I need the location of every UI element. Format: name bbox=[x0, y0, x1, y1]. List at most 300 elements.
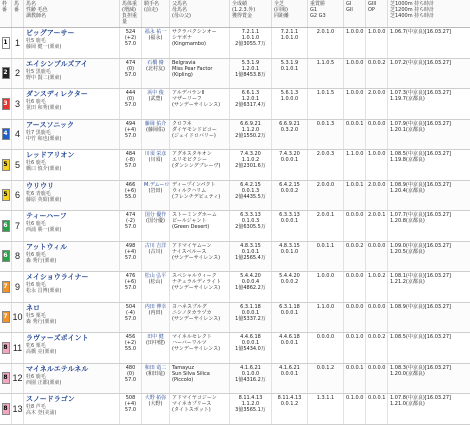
pedigree-cell bbox=[170, 211, 230, 241]
header-grade-line: 重賞勝 bbox=[310, 1, 326, 7]
best-time-1200: 1.08.5(中京良)[16.03.27] bbox=[390, 151, 451, 157]
horse-cell bbox=[24, 59, 120, 89]
gi-cell bbox=[344, 333, 366, 363]
gii-record: 1.0.0.0 bbox=[368, 151, 386, 157]
graded-cell bbox=[308, 120, 344, 150]
header-grade-line: G2 G3 bbox=[310, 13, 326, 19]
jockey-cell bbox=[142, 181, 170, 211]
pedigree-cell bbox=[170, 89, 230, 119]
horse-name-link[interactable]: ビッグアーサー bbox=[26, 30, 75, 37]
best-time-1200: 1.08.9(中京良)[16.03.27] bbox=[390, 181, 451, 188]
same-cell bbox=[272, 59, 308, 89]
table-row bbox=[0, 364, 470, 395]
record-cell bbox=[230, 120, 272, 150]
horse-sex-coat: 牡6 鹿毛 bbox=[26, 373, 46, 380]
load-weight: 57.0 bbox=[124, 71, 137, 78]
horse-cell bbox=[24, 272, 120, 302]
horse-sex-coat: 牡6 鹿毛 bbox=[26, 251, 46, 258]
jockey-name-link[interactable]: 大野 拓弥 bbox=[144, 395, 167, 401]
dam-name: ニシノタカラヅカ bbox=[172, 309, 212, 316]
damsire-name: (サンデーサイレンス) bbox=[172, 315, 221, 322]
same-cell bbox=[272, 242, 308, 272]
header-weight-line: 馬体重 bbox=[122, 1, 138, 7]
record-turf: 6.3.3.13 bbox=[279, 212, 300, 218]
waku-cell bbox=[0, 364, 12, 394]
horse-cell bbox=[24, 211, 120, 241]
table-row bbox=[0, 394, 470, 425]
horse-number: 8 bbox=[12, 242, 24, 272]
waku-cell bbox=[0, 211, 12, 241]
record-cell bbox=[230, 211, 272, 241]
sire-name: ディープインパクト bbox=[172, 181, 216, 188]
gii-cell bbox=[366, 181, 388, 211]
record-course: 0.0.0.1 bbox=[241, 309, 260, 316]
horse-cell bbox=[24, 364, 120, 394]
table-row bbox=[0, 333, 470, 364]
weight-diff: (+6) bbox=[124, 187, 137, 194]
best-time-1200: 1.07.3(中京良)[16.03.27] bbox=[390, 90, 451, 96]
prev-jockey: (松山) bbox=[148, 279, 163, 285]
best-time-cell bbox=[388, 333, 470, 363]
gi-record: 1.0.0.0 bbox=[346, 90, 364, 96]
header-grade bbox=[308, 0, 344, 27]
pedigree-cell bbox=[170, 394, 230, 424]
dam-name: マイネカプリース bbox=[172, 401, 212, 407]
best-time-1200: 1.08.9(中京良)[16.03.27] bbox=[390, 303, 451, 310]
graded-cell bbox=[308, 364, 344, 394]
damsire-name: (フレンチデピュティ) bbox=[172, 193, 221, 200]
sire-name: アドマイヤムーン bbox=[172, 242, 212, 249]
dam-name: ハーバーワルツ bbox=[172, 340, 207, 346]
best-time-1400: 1.20.0(京都良) bbox=[390, 370, 425, 377]
header-best bbox=[388, 0, 470, 27]
horse-sex-coat: 牡6 鹿毛 bbox=[26, 160, 46, 166]
best-time-cell bbox=[388, 242, 470, 272]
jockey-cell bbox=[142, 242, 170, 272]
weight-diff: (-4) bbox=[126, 309, 135, 316]
jockey-name-link[interactable]: 田中 健 bbox=[147, 334, 164, 340]
record-course: 0.1.0.0 bbox=[241, 370, 260, 377]
header-gii bbox=[366, 0, 388, 27]
sire-name: Tamayuz bbox=[172, 364, 194, 371]
best-time-cell bbox=[388, 120, 470, 150]
gi-cell bbox=[344, 303, 366, 333]
weight-cell bbox=[120, 59, 142, 89]
jockey-name-link[interactable]: 内田 博幸 bbox=[144, 303, 167, 310]
same-cell bbox=[272, 181, 308, 211]
dam-name: シヤボナ bbox=[172, 35, 193, 41]
jockey-name-link[interactable]: 国分 優作 bbox=[144, 212, 167, 218]
weight-cell bbox=[120, 364, 142, 394]
horse-name-link[interactable]: ウリウリ bbox=[26, 182, 54, 190]
header-gii-line: GIII bbox=[368, 1, 377, 7]
weight-diff: (+2) bbox=[124, 35, 137, 41]
horse-sex-coat: 牡6 鹿毛 bbox=[26, 282, 46, 288]
record-same-distance: 0.0.0.1 bbox=[280, 340, 299, 346]
jockey-name-link[interactable]: 川須 栄彦 bbox=[144, 151, 167, 157]
horse-weight: 466 bbox=[125, 181, 136, 188]
graded-record: 0.0.1.3 bbox=[316, 120, 335, 127]
best-time-1200: 1.08.3(中京良)[16.03.27] bbox=[390, 364, 451, 371]
table-body bbox=[0, 28, 470, 425]
waku-badge: 7 bbox=[2, 281, 10, 293]
record-same-distance: 1.0.0.0 bbox=[280, 96, 299, 102]
same-cell bbox=[272, 364, 308, 394]
dam-name: Miss Pear Factor bbox=[172, 65, 213, 72]
gi-cell bbox=[344, 181, 366, 211]
prev-jockey: (福永) bbox=[148, 35, 163, 41]
best-time-cell bbox=[388, 150, 470, 180]
header-best-line: 芝1400m 持ち時計 bbox=[390, 13, 435, 19]
horse-number: 10 bbox=[12, 303, 24, 333]
gii-cell bbox=[366, 303, 388, 333]
record-turf: 5.4.4.20 bbox=[279, 273, 300, 279]
gi-record: 1.0.0.1 bbox=[346, 181, 364, 188]
best-time-1400: 1.20.4(京都良) bbox=[390, 187, 425, 194]
graded-cell bbox=[308, 181, 344, 211]
horse-trainer: 橋口 慎介(栗東) bbox=[26, 166, 62, 172]
gii-record: 0.0.0.0 bbox=[368, 120, 386, 127]
waku-cell bbox=[0, 333, 12, 363]
horse-number: 13 bbox=[12, 394, 24, 424]
jockey-name-link[interactable]: 古川 吉洋 bbox=[144, 242, 167, 249]
horse-name-link[interactable]: メイショウライナー bbox=[26, 274, 89, 281]
prize-money: 2億2301.6万 bbox=[235, 163, 266, 169]
gi-cell bbox=[344, 89, 366, 119]
load-weight: 57.0 bbox=[124, 163, 137, 169]
record-all: 5.3.1.9 bbox=[241, 59, 260, 66]
load-weight: 57.0 bbox=[124, 224, 137, 230]
jockey-name-link[interactable]: 石橋 脩 bbox=[147, 59, 164, 66]
graded-cell bbox=[308, 211, 344, 241]
horse-number: 12 bbox=[12, 364, 24, 394]
waku-cell bbox=[0, 394, 12, 424]
prize-money: 2億6305.5万 bbox=[235, 224, 266, 230]
horse-number: 11 bbox=[12, 333, 24, 363]
dam-name: エリモピクシー bbox=[172, 157, 208, 163]
graded-cell bbox=[308, 28, 344, 58]
horse-number: 9 bbox=[12, 272, 24, 302]
gii-record: 0.0.0.0 bbox=[368, 242, 386, 249]
graded-record: 2.0.1.0 bbox=[316, 29, 335, 35]
sire-name: アルデバランII bbox=[172, 90, 205, 96]
best-time-1200: 1.09.0(中京良)[16.03.27] bbox=[390, 242, 451, 249]
horse-cell bbox=[24, 181, 120, 211]
best-time-cell bbox=[388, 181, 470, 211]
record-turf: 5.3.1.9 bbox=[280, 59, 299, 66]
gi-cell bbox=[344, 59, 366, 89]
table-row bbox=[0, 150, 470, 181]
prev-jockey: (大野) bbox=[148, 401, 163, 407]
record-all: 5.4.4.20 bbox=[240, 273, 261, 279]
horse-trainer: 高橋 亮(栗東) bbox=[26, 349, 57, 355]
load-weight: 57.0 bbox=[124, 285, 137, 291]
waku-badge: 8 bbox=[2, 403, 10, 415]
waku-cell bbox=[0, 59, 12, 89]
jockey-name-link[interactable]: 藤岡 佑介 bbox=[144, 120, 167, 127]
header-best-line: 芝1000m 持ち時計 bbox=[390, 1, 435, 7]
gi-record: 0.0.0.0 bbox=[346, 273, 364, 279]
record-cell bbox=[230, 242, 272, 272]
best-time-cell bbox=[388, 211, 470, 241]
horse-cell bbox=[24, 120, 120, 150]
record-same-distance: 0.0.1.0 bbox=[280, 248, 299, 255]
waku-cell bbox=[0, 89, 12, 119]
table-row bbox=[0, 28, 470, 59]
table-row bbox=[0, 211, 470, 242]
record-turf: 4.8.3.15 bbox=[279, 242, 300, 249]
sire-name: アドマイヤコジーン bbox=[172, 395, 217, 401]
dam-name: Sun Silva Silica bbox=[172, 370, 210, 377]
horse-trainer: 藤原 英昭(栗東) bbox=[26, 196, 62, 203]
pedigree-cell bbox=[170, 333, 230, 363]
record-all: 4.8.3.15 bbox=[240, 242, 261, 249]
prize-money: 1億4316.2万 bbox=[235, 376, 266, 383]
graded-record: 2.0.0.3 bbox=[316, 151, 335, 157]
record-course: 1.0.1.0 bbox=[241, 35, 260, 41]
horse-weight: 508 bbox=[125, 395, 136, 401]
waku-badge: 5 bbox=[2, 189, 10, 201]
header-gi-line: GI bbox=[346, 1, 352, 7]
waku-cell bbox=[0, 272, 12, 302]
best-time-1400: 1.20.8(京都良) bbox=[390, 218, 425, 224]
gi-record: 1.1.0.0 bbox=[346, 151, 364, 157]
prize-money: 2億3055.7万 bbox=[235, 41, 266, 47]
record-same-distance: 0.3.2.0 bbox=[280, 126, 299, 133]
waku-badge: 1 bbox=[2, 37, 10, 49]
horse-cell bbox=[24, 28, 120, 58]
weight-diff: (+4) bbox=[124, 126, 137, 133]
prev-jockey: (田中健) bbox=[146, 340, 165, 346]
horse-trainer: 西園 正都(栗東) bbox=[26, 379, 62, 386]
dam-name: ナイスベルース bbox=[172, 248, 207, 255]
gi-cell bbox=[344, 211, 366, 241]
sire-name: アグネスタキオン bbox=[172, 151, 212, 157]
weight-diff: (+4) bbox=[124, 248, 137, 255]
damsire-name: (サンデーサイレンス) bbox=[172, 285, 221, 291]
same-cell bbox=[272, 303, 308, 333]
waku-badge: 4 bbox=[2, 128, 10, 140]
table-row bbox=[0, 242, 470, 273]
gii-record: 0.0.0.2 bbox=[368, 334, 386, 340]
weight-diff: (+4) bbox=[124, 401, 137, 407]
header-rec-line: (1.2.3.外) bbox=[232, 7, 256, 13]
header-waku: 枠番 bbox=[0, 0, 12, 27]
weight-diff: (0) bbox=[126, 96, 135, 102]
horse-weight: 498 bbox=[125, 242, 136, 249]
jockey-cell bbox=[142, 89, 170, 119]
jockey-name-link[interactable]: 福永 祐一 bbox=[144, 29, 167, 35]
best-time-1200: 1.07.8(中京良)[16.03.27] bbox=[390, 395, 451, 401]
load-weight: 57.0 bbox=[124, 254, 137, 261]
jockey-cell bbox=[142, 333, 170, 363]
record-course: 1.2.0.1 bbox=[241, 65, 260, 72]
header-rec-line: 全成績 bbox=[232, 1, 248, 7]
gii-record: 0.0.0.2 bbox=[368, 59, 386, 66]
horse-number: 3 bbox=[12, 89, 24, 119]
record-all: 4.1.6.21 bbox=[240, 364, 261, 371]
horse-trainer: 中竹 和也(栗東) bbox=[26, 135, 62, 142]
sire-name: Belgravia bbox=[172, 59, 196, 66]
jockey-name-link[interactable]: M.デムーロ bbox=[144, 181, 170, 188]
pedigree-cell bbox=[170, 59, 230, 89]
sire-name: クロフネ bbox=[172, 120, 192, 127]
record-turf: 7.2.1.1 bbox=[280, 29, 299, 35]
gii-cell bbox=[366, 150, 388, 180]
record-course: 0.1.0.3 bbox=[241, 218, 260, 224]
record-turf: 4.1.6.21 bbox=[279, 364, 300, 371]
record-cell bbox=[230, 150, 272, 180]
horse-weight: 474 bbox=[125, 212, 136, 218]
horse-name-link[interactable]: ティーハーフ bbox=[26, 213, 67, 220]
header-num: 馬番 bbox=[12, 0, 24, 27]
weight-diff: (+2) bbox=[124, 340, 137, 346]
gi-record: 0.0.0.2 bbox=[346, 242, 364, 249]
dam-name: マザーリーフ bbox=[172, 96, 202, 102]
jockey-cell bbox=[142, 120, 170, 150]
horse-sex-coat: 牡6 鹿毛 bbox=[26, 221, 46, 227]
horse-name-link[interactable]: ラヴァーズポイント bbox=[26, 335, 89, 342]
header-same-line: 全芝 bbox=[274, 1, 285, 7]
gii-record: 0.0.0.0 bbox=[368, 364, 386, 371]
header-gii-line: OP bbox=[368, 7, 375, 13]
header-weight bbox=[120, 0, 142, 27]
best-time-1400: 1.21.0(京都良) bbox=[390, 401, 425, 407]
gii-cell bbox=[366, 394, 388, 424]
damsire-name: (ジェイドロバリー) bbox=[172, 132, 216, 139]
table-row bbox=[0, 120, 470, 151]
jockey-name-link[interactable]: 和田 竜二 bbox=[144, 364, 167, 371]
waku-badge: 3 bbox=[2, 98, 10, 110]
damsire-name: (サンデーサイレンス) bbox=[172, 102, 221, 108]
record-same-distance: 0.0.1.2 bbox=[280, 401, 299, 407]
prize-money: 3億3565.1万 bbox=[235, 407, 266, 413]
record-turf: 6.4.2.15 bbox=[279, 181, 300, 188]
graded-record: 2.0.0.0 bbox=[316, 181, 335, 188]
best-time-1400: 1.19.7(京都良) bbox=[390, 96, 425, 102]
gi-cell bbox=[344, 272, 366, 302]
weight-cell bbox=[120, 181, 142, 211]
damsire-name: (サンデーサイレンス) bbox=[172, 346, 221, 352]
horse-name-link[interactable]: スノードラゴン bbox=[26, 396, 75, 403]
dam-name: ビールジャント bbox=[172, 218, 207, 224]
weight-cell bbox=[120, 333, 142, 363]
record-cell bbox=[230, 89, 272, 119]
sire-name: スペシャルウィーク bbox=[172, 273, 217, 279]
jockey-cell bbox=[142, 394, 170, 424]
horse-name-link[interactable]: ネロ bbox=[26, 304, 40, 312]
gii-record: 1.0.0.2 bbox=[368, 273, 386, 279]
gi-cell bbox=[344, 242, 366, 272]
weight-cell bbox=[120, 272, 142, 302]
header-gi-line: GII bbox=[346, 7, 353, 13]
waku-badge: 7 bbox=[2, 311, 10, 323]
gi-record: 0.0.0.0 bbox=[346, 212, 364, 218]
horse-name-link[interactable]: アットウィル bbox=[26, 243, 68, 251]
weight-cell bbox=[120, 211, 142, 241]
damsire-name: (Piccolo) bbox=[172, 376, 194, 383]
graded-record: 1.0.0.0 bbox=[316, 273, 335, 279]
horse-trainer: 笹田 和秀(栗東) bbox=[26, 105, 62, 111]
record-same-distance: 0.0.0.1 bbox=[280, 309, 299, 316]
record-turf: 6.6.9.21 bbox=[279, 120, 300, 127]
header-same bbox=[272, 0, 308, 27]
record-all: 7.4.3.20 bbox=[240, 151, 261, 157]
best-time-1400: 1.19.8(京都良) bbox=[390, 157, 425, 163]
prize-money: 2億1550.2万 bbox=[235, 132, 266, 139]
weight-cell bbox=[120, 303, 142, 333]
horse-name-link[interactable]: レッドアリオン bbox=[26, 152, 75, 159]
horse-trainer: 藤岡 健一(栗東) bbox=[26, 44, 62, 50]
record-course: 0.0.0.4 bbox=[241, 279, 260, 285]
record-cell bbox=[230, 181, 272, 211]
waku-cell bbox=[0, 181, 12, 211]
jockey-name-link[interactable]: 浜中 俊 bbox=[147, 90, 164, 96]
gii-record: 1.0.0.0 bbox=[368, 29, 386, 35]
horse-cell bbox=[24, 303, 120, 333]
header-jockey-line: 騎手名 bbox=[144, 1, 160, 7]
horse-name-link[interactable]: マイネルエテルネル bbox=[26, 365, 89, 373]
waku-badge: 8 bbox=[2, 372, 10, 384]
record-turf: 4.4.6.18 bbox=[279, 334, 300, 340]
prev-jockey: (内田) bbox=[148, 309, 163, 316]
graded-cell bbox=[308, 303, 344, 333]
horse-sex-coat: 牝6 青鹿毛 bbox=[26, 190, 51, 197]
pedigree-cell bbox=[170, 181, 230, 211]
header-pedigree bbox=[170, 0, 230, 27]
horse-name-link[interactable]: ダンスディレクター bbox=[26, 91, 88, 98]
best-time-1400: 1.20.1(京都良) bbox=[390, 126, 425, 133]
horse-name-link[interactable]: アースソニック bbox=[26, 121, 75, 129]
graded-cell bbox=[308, 394, 344, 424]
record-same-distance: 0.0.0.2 bbox=[280, 187, 299, 194]
header-name-line: 馬名 bbox=[26, 1, 37, 7]
best-time-1200: 1.07.7(中京良)[16.03.27] bbox=[390, 212, 451, 218]
horse-weight: 456 bbox=[125, 334, 136, 340]
best-time-1200: 1.06.7(中京良)[16.03.27] bbox=[390, 29, 451, 35]
horse-sex-coat: 牡7 黒鹿毛 bbox=[26, 129, 51, 136]
header-weight-line: (増減) bbox=[122, 7, 136, 13]
same-cell bbox=[272, 150, 308, 180]
record-cell bbox=[230, 272, 272, 302]
damsire-name: (サンデーサイレンス) bbox=[172, 254, 221, 261]
jockey-cell bbox=[142, 59, 170, 89]
header-same-line: 同距離 bbox=[274, 13, 290, 19]
load-weight: 57.0 bbox=[124, 41, 137, 47]
gii-cell bbox=[366, 28, 388, 58]
sire-name: ストーミングホーム bbox=[172, 212, 217, 218]
gi-record: 1.0.0.0 bbox=[346, 59, 364, 66]
load-weight: 57.0 bbox=[124, 407, 137, 413]
same-cell bbox=[272, 89, 308, 119]
jockey-cell bbox=[142, 211, 170, 241]
gi-record: 0.0.1.0 bbox=[346, 334, 364, 340]
record-all: 7.2.1.1 bbox=[241, 29, 260, 35]
record-same-distance: 0.1.0.1 bbox=[280, 65, 299, 72]
horse-name-link[interactable]: エイシンブルズアイ bbox=[26, 60, 88, 68]
sire-name: サクラバクシンオー bbox=[172, 29, 217, 35]
record-same-distance: 0.0.0.2 bbox=[280, 279, 299, 285]
jockey-name-link[interactable]: 松山 弘平 bbox=[144, 273, 167, 279]
pedigree-cell bbox=[170, 272, 230, 302]
gii-cell bbox=[366, 120, 388, 150]
best-time-cell bbox=[388, 394, 470, 424]
horse-number: 2 bbox=[12, 59, 24, 89]
record-cell bbox=[230, 333, 272, 363]
header-rec-line: 獲得賞金 bbox=[232, 13, 253, 19]
record-turf: 7.4.3.20 bbox=[279, 151, 300, 157]
header-weight-line: 負担重量 bbox=[122, 13, 138, 25]
